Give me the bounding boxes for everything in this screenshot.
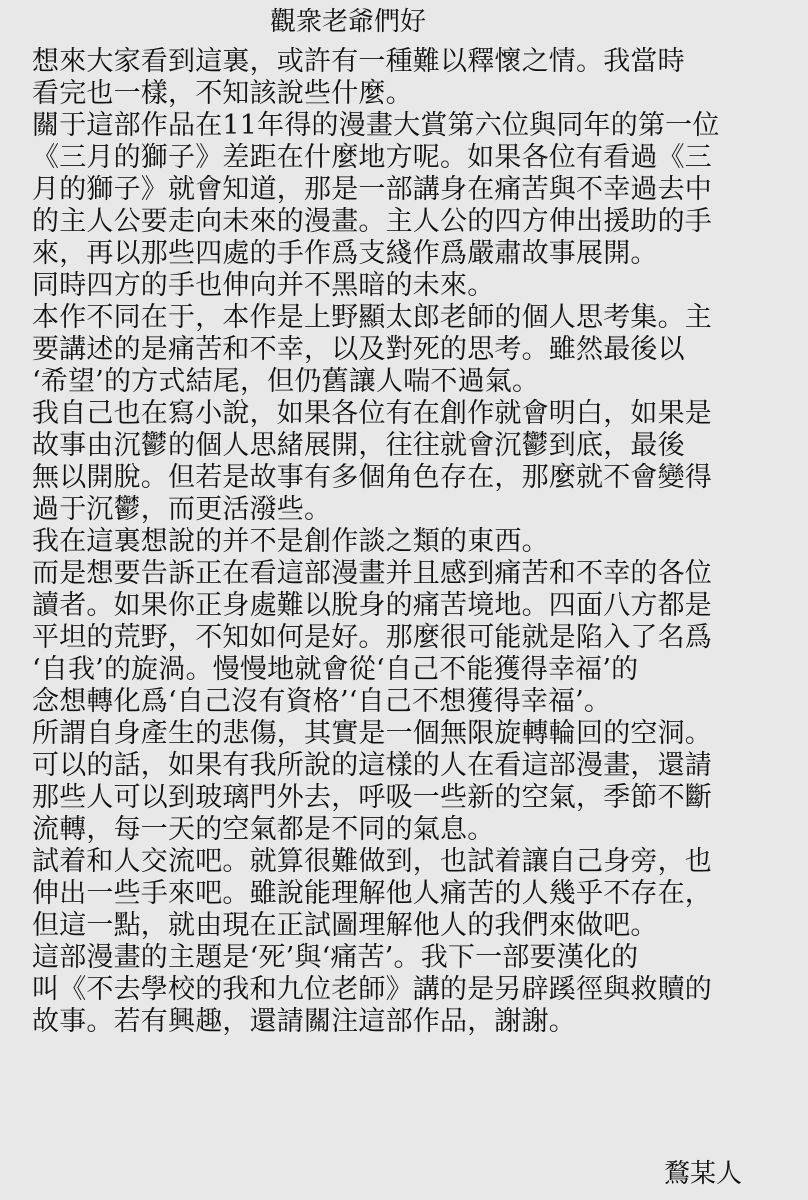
- page-title: 觀衆老爺們好: [270, 7, 427, 37]
- text-line: 《三月的獅子》差距在什麼地方呢。如果各位有看過《三: [32, 142, 712, 173]
- text-line: 故事。若有興趣，還請關注這部作品，謝謝。: [32, 1006, 576, 1037]
- text-line: 而是想要告訴正在看這部漫畫并且感到痛苦和不幸的各位: [32, 558, 712, 589]
- text-line: 可以的話，如果有我所說的這樣的人在看這部漫畫，還請: [32, 750, 712, 781]
- text-line: 月的獅子》就會知道，那是一部講身在痛苦與不幸過去中: [32, 174, 712, 205]
- text-line: 叫《不去學校的我和九位老師》講的是另辟蹊徑與救贖的: [32, 974, 712, 1005]
- text-line: 關于這部作品在11年得的漫畫大賞第六位與同年的第一位: [32, 110, 720, 141]
- text-line: 過于沉鬱，而更活潑些。: [32, 494, 332, 525]
- text-line: 這部漫畫的主題是‘死’與‘痛苦’。我下一部要漢化的: [32, 942, 639, 973]
- text-line: 試着和人交流吧。就算很難做到，也試着讓自己身旁，也: [32, 846, 712, 877]
- text-line: 我自己也在寫小說，如果各位有在創作就會明白，如果是: [32, 398, 712, 429]
- text-line: 看完也一樣，不知該說些什麼。: [32, 78, 413, 109]
- text-line: 我在這裏想說的并不是創作談之類的東西。: [32, 526, 549, 557]
- note-body: [32, 46, 792, 1038]
- text-line: 那些人可以到玻璃門外去，呼吸一些新的空氣，季節不斷: [32, 782, 712, 813]
- text-line: 念想轉化爲‘自己沒有資格’‘自己不想獲得幸福’。: [32, 686, 612, 717]
- text-line: 要講述的是痛苦和不幸，以及對死的思考。雖然最後以: [32, 334, 685, 365]
- text-line: 想來大家看到這裏，或許有一種難以釋懷之情。我當時: [32, 46, 685, 77]
- text-line: 平坦的荒野，不知如何是好。那麼很可能就是陷入了名爲: [32, 622, 712, 653]
- text-line: 的主人公要走向未來的漫畫。主人公的四方伸出援助的手: [32, 206, 712, 237]
- text-line: 但這一點，就由現在正試圖理解他人的我們來做吧。: [32, 910, 658, 941]
- text-line: 伸出一些手來吧。雖說能理解他人痛苦的人幾乎不存在，: [32, 878, 712, 909]
- text-line: 無以開脫。但若是故事有多個角色存在，那麼就不會變得: [32, 462, 712, 493]
- text-line: ‘自我’的旋渦。慢慢地就會從‘自己不能獲得幸福’的: [32, 654, 639, 685]
- signature: 鶩某人: [664, 1159, 743, 1189]
- text-line: 所謂自身產生的悲傷，其實是一個無限旋轉輪回的空洞。: [32, 718, 712, 749]
- text-line: 讀者。如果你正身處難以脫身的痛苦境地。四面八方都是: [32, 590, 712, 621]
- text-line: ‘希望’的方式結尾，但仍舊讓人喘不過氣。: [32, 366, 540, 397]
- text-line: 流轉，每一天的空氣都是不同的氣息。: [32, 814, 495, 845]
- text-line: 故事由沉鬱的個人思緒展開，往往就會沉鬱到底，最後: [32, 430, 685, 461]
- text-line: 來，再以那些四處的手作爲支綫作爲嚴肅故事展開。: [32, 238, 658, 269]
- text-line: 同時四方的手也伸向并不黑暗的未來。: [32, 270, 495, 301]
- text-line: 本作不同在于，本作是上野顯太郎老師的個人思考集。主: [32, 302, 712, 333]
